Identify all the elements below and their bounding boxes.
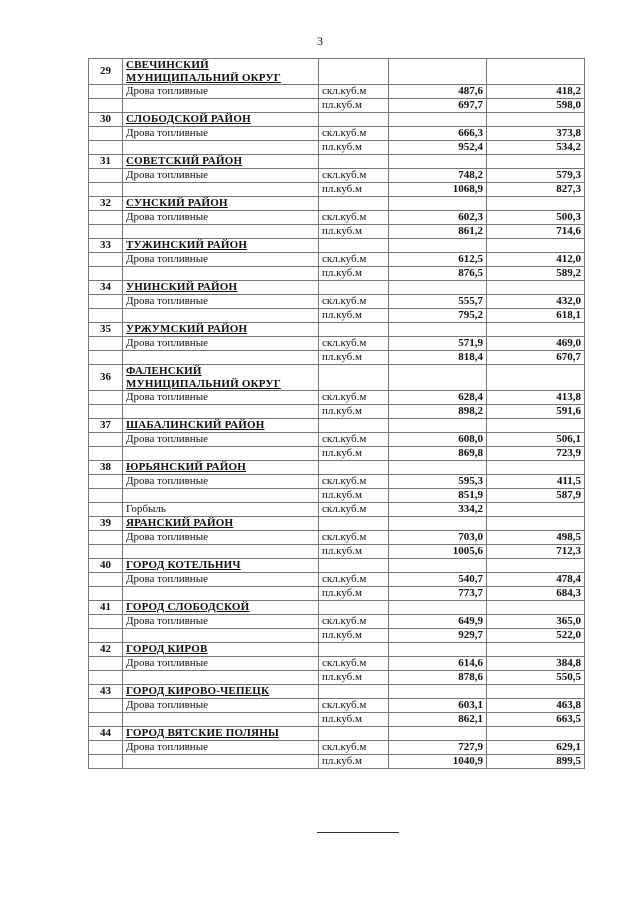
unit-label: скл.куб.м — [319, 211, 389, 225]
district-row — [89, 685, 585, 699]
empty-cell — [487, 281, 585, 295]
unit-label: пл.куб.м — [319, 489, 389, 503]
product-name: Дрова топливные — [123, 657, 319, 671]
unit-label: пл.куб.м — [319, 351, 389, 365]
value-cell: 602,3 — [389, 211, 487, 225]
unit-label: пл.куб.м — [319, 225, 389, 239]
unit-label: скл.куб.м — [319, 699, 389, 713]
value-cell: 628,4 — [389, 391, 487, 405]
district-row — [89, 59, 585, 85]
district-number: 29 — [89, 59, 123, 85]
empty-cell — [389, 727, 487, 741]
unit-label: пл.куб.м — [319, 629, 389, 643]
district-row — [89, 601, 585, 615]
product-row — [89, 447, 585, 461]
unit-label: пл.куб.м — [319, 447, 389, 461]
empty-cell — [487, 461, 585, 475]
value-cell: 334,2 — [389, 503, 487, 517]
value-cell: 555,7 — [389, 295, 487, 309]
product-name — [123, 671, 319, 685]
product-name: Дрова топливные — [123, 475, 319, 489]
empty-cell — [389, 281, 487, 295]
value-cell — [487, 503, 585, 517]
unit-label: пл.куб.м — [319, 713, 389, 727]
value-cell: 929,7 — [389, 629, 487, 643]
value-cell: 723,9 — [487, 447, 585, 461]
product-name — [123, 713, 319, 727]
value-cell: 618,1 — [487, 309, 585, 323]
empty-cell — [487, 559, 585, 573]
empty-cell — [319, 559, 389, 573]
district-number: 30 — [89, 113, 123, 127]
unit-label: скл.куб.м — [319, 127, 389, 141]
empty-cell — [389, 155, 487, 169]
unit-label: скл.куб.м — [319, 337, 389, 351]
empty-cell — [89, 141, 123, 155]
value-cell: 571,9 — [389, 337, 487, 351]
empty-cell — [319, 517, 389, 531]
empty-cell — [89, 503, 123, 517]
empty-cell — [89, 253, 123, 267]
district-number: 41 — [89, 601, 123, 615]
product-row — [89, 225, 585, 239]
empty-cell — [89, 657, 123, 671]
empty-cell — [487, 59, 585, 85]
empty-cell — [89, 405, 123, 419]
empty-cell — [89, 433, 123, 447]
district-row — [89, 323, 585, 337]
product-row — [89, 657, 585, 671]
district-number: 39 — [89, 517, 123, 531]
district-number: 33 — [89, 239, 123, 253]
district-row — [89, 559, 585, 573]
empty-cell — [487, 239, 585, 253]
unit-label: пл.куб.м — [319, 99, 389, 113]
product-name: Дрова топливные — [123, 211, 319, 225]
product-row — [89, 127, 585, 141]
product-row — [89, 489, 585, 503]
value-cell: 487,6 — [389, 85, 487, 99]
product-name: Горбыль — [123, 503, 319, 517]
district-row — [89, 461, 585, 475]
value-cell: 663,5 — [487, 713, 585, 727]
district-name: СУНСКИЙ РАЙОН — [123, 197, 319, 211]
empty-cell — [89, 337, 123, 351]
value-cell: 851,9 — [389, 489, 487, 503]
product-name: Дрова топливные — [123, 741, 319, 755]
product-name: Дрова топливные — [123, 295, 319, 309]
district-row — [89, 281, 585, 295]
empty-cell — [389, 685, 487, 699]
product-row — [89, 573, 585, 587]
unit-label: пл.куб.м — [319, 309, 389, 323]
price-table-body — [89, 59, 585, 769]
unit-label: пл.куб.м — [319, 671, 389, 685]
product-name — [123, 545, 319, 559]
value-cell: 608,0 — [389, 433, 487, 447]
empty-cell — [89, 267, 123, 281]
empty-cell — [319, 239, 389, 253]
district-name: ШАБАЛИНСКИЙ РАЙОН — [123, 419, 319, 433]
value-cell: 365,0 — [487, 615, 585, 629]
empty-cell — [319, 323, 389, 337]
product-row — [89, 351, 585, 365]
empty-cell — [89, 587, 123, 601]
empty-cell — [89, 699, 123, 713]
value-cell: 612,5 — [389, 253, 487, 267]
empty-cell — [487, 517, 585, 531]
district-name: СВЕЧИНСКИЙ МУНИЦИПАЛЬНИЙ ОКРУГ — [123, 59, 319, 85]
product-name — [123, 183, 319, 197]
empty-cell — [389, 239, 487, 253]
value-cell: 1068,9 — [389, 183, 487, 197]
empty-cell — [89, 573, 123, 587]
empty-cell — [319, 419, 389, 433]
product-row — [89, 267, 585, 281]
empty-cell — [319, 643, 389, 657]
product-row — [89, 741, 585, 755]
product-row — [89, 405, 585, 419]
district-name: ГОРОД КОТЕЛЬНИЧ — [123, 559, 319, 573]
product-row — [89, 309, 585, 323]
product-name: Дрова топливные — [123, 433, 319, 447]
district-row — [89, 419, 585, 433]
unit-label: пл.куб.м — [319, 545, 389, 559]
product-name — [123, 351, 319, 365]
product-name: Дрова топливные — [123, 253, 319, 267]
district-name: СЛОБОДСКОЙ РАЙОН — [123, 113, 319, 127]
product-row — [89, 253, 585, 267]
product-row — [89, 211, 585, 225]
empty-cell — [487, 323, 585, 337]
value-cell: 1040,9 — [389, 755, 487, 769]
value-cell: 878,6 — [389, 671, 487, 685]
product-row — [89, 629, 585, 643]
value-cell: 827,3 — [487, 183, 585, 197]
empty-cell — [389, 323, 487, 337]
page-number: 3 — [317, 34, 323, 48]
product-name: Дрова топливные — [123, 531, 319, 545]
product-row — [89, 85, 585, 99]
empty-cell — [487, 419, 585, 433]
value-cell: 773,7 — [389, 587, 487, 601]
empty-cell — [89, 741, 123, 755]
value-cell: 1005,6 — [389, 545, 487, 559]
product-name: Дрова топливные — [123, 699, 319, 713]
district-name: ГОРОД КИРОВО-ЧЕПЕЦК — [123, 685, 319, 699]
district-row — [89, 727, 585, 741]
empty-cell — [487, 727, 585, 741]
district-name: ГОРОД СЛОБОДСКОЙ — [123, 601, 319, 615]
empty-cell — [389, 559, 487, 573]
unit-label: скл.куб.м — [319, 615, 389, 629]
unit-label: скл.куб.м — [319, 253, 389, 267]
empty-cell — [487, 643, 585, 657]
district-row — [89, 643, 585, 657]
empty-cell — [89, 183, 123, 197]
product-name — [123, 447, 319, 461]
value-cell: 595,3 — [389, 475, 487, 489]
value-cell: 898,2 — [389, 405, 487, 419]
product-row — [89, 713, 585, 727]
value-cell: 952,4 — [389, 141, 487, 155]
empty-cell — [389, 419, 487, 433]
price-table — [88, 58, 585, 769]
district-number: 35 — [89, 323, 123, 337]
value-cell: 411,5 — [487, 475, 585, 489]
value-cell: 589,2 — [487, 267, 585, 281]
value-cell: 540,7 — [389, 573, 487, 587]
product-name — [123, 141, 319, 155]
empty-cell — [487, 197, 585, 211]
district-name: СОВЕТСКИЙ РАЙОН — [123, 155, 319, 169]
empty-cell — [389, 517, 487, 531]
value-cell: 478,4 — [487, 573, 585, 587]
empty-cell — [89, 351, 123, 365]
empty-cell — [319, 113, 389, 127]
empty-cell — [89, 225, 123, 239]
empty-cell — [89, 531, 123, 545]
product-name — [123, 755, 319, 769]
value-cell: 598,0 — [487, 99, 585, 113]
district-number: 42 — [89, 643, 123, 657]
value-cell: 727,9 — [389, 741, 487, 755]
value-cell: 587,9 — [487, 489, 585, 503]
value-cell: 522,0 — [487, 629, 585, 643]
empty-cell — [89, 475, 123, 489]
product-name — [123, 309, 319, 323]
empty-cell — [389, 643, 487, 657]
empty-cell — [89, 489, 123, 503]
district-number: 40 — [89, 559, 123, 573]
empty-cell — [89, 545, 123, 559]
value-cell: 498,5 — [487, 531, 585, 545]
district-row — [89, 239, 585, 253]
value-cell: 670,7 — [487, 351, 585, 365]
product-name — [123, 489, 319, 503]
value-cell: 591,6 — [487, 405, 585, 419]
district-number: 36 — [89, 365, 123, 391]
product-name: Дрова топливные — [123, 169, 319, 183]
value-cell: 714,6 — [487, 225, 585, 239]
signature-line — [317, 832, 399, 833]
unit-label: скл.куб.м — [319, 503, 389, 517]
value-cell: 684,3 — [487, 587, 585, 601]
product-name — [123, 405, 319, 419]
district-number: 38 — [89, 461, 123, 475]
empty-cell — [89, 447, 123, 461]
value-cell: 862,1 — [389, 713, 487, 727]
unit-label: скл.куб.м — [319, 475, 389, 489]
empty-cell — [487, 685, 585, 699]
empty-cell — [487, 365, 585, 391]
product-name — [123, 629, 319, 643]
product-row — [89, 671, 585, 685]
value-cell: 412,0 — [487, 253, 585, 267]
empty-cell — [89, 309, 123, 323]
unit-label: пл.куб.м — [319, 405, 389, 419]
unit-label: скл.куб.м — [319, 741, 389, 755]
empty-cell — [89, 99, 123, 113]
product-name — [123, 587, 319, 601]
district-name: ТУЖИНСКИЙ РАЙОН — [123, 239, 319, 253]
empty-cell — [319, 461, 389, 475]
product-row — [89, 545, 585, 559]
product-row — [89, 99, 585, 113]
district-name: УНИНСКИЙ РАЙОН — [123, 281, 319, 295]
district-name: ГОРОД ВЯТСКИЕ ПОЛЯНЫ — [123, 727, 319, 741]
product-row — [89, 391, 585, 405]
product-row — [89, 337, 585, 351]
unit-label: пл.куб.м — [319, 755, 389, 769]
product-name: Дрова топливные — [123, 573, 319, 587]
empty-cell — [389, 197, 487, 211]
value-cell: 748,2 — [389, 169, 487, 183]
product-name — [123, 225, 319, 239]
value-cell: 869,8 — [389, 447, 487, 461]
empty-cell — [89, 211, 123, 225]
empty-cell — [487, 113, 585, 127]
empty-cell — [487, 155, 585, 169]
value-cell: 500,3 — [487, 211, 585, 225]
product-name — [123, 267, 319, 281]
unit-label: пл.куб.м — [319, 141, 389, 155]
empty-cell — [389, 365, 487, 391]
unit-label: пл.куб.м — [319, 183, 389, 197]
product-row — [89, 531, 585, 545]
product-row — [89, 755, 585, 769]
empty-cell — [319, 365, 389, 391]
empty-cell — [89, 713, 123, 727]
product-name: Дрова топливные — [123, 391, 319, 405]
product-name: Дрова топливные — [123, 615, 319, 629]
value-cell: 506,1 — [487, 433, 585, 447]
product-name: Дрова топливные — [123, 337, 319, 351]
value-cell: 861,2 — [389, 225, 487, 239]
empty-cell — [319, 281, 389, 295]
district-name: ГОРОД КИРОВ — [123, 643, 319, 657]
empty-cell — [319, 155, 389, 169]
value-cell: 629,1 — [487, 741, 585, 755]
district-row — [89, 155, 585, 169]
empty-cell — [89, 755, 123, 769]
unit-label: пл.куб.м — [319, 587, 389, 601]
value-cell: 818,4 — [389, 351, 487, 365]
value-cell: 469,0 — [487, 337, 585, 351]
district-name: ЮРЬЯНСКИЙ РАЙОН — [123, 461, 319, 475]
empty-cell — [89, 671, 123, 685]
district-number: 43 — [89, 685, 123, 699]
product-row — [89, 503, 585, 517]
value-cell: 432,0 — [487, 295, 585, 309]
unit-label: скл.куб.м — [319, 85, 389, 99]
district-name: УРЖУМСКИЙ РАЙОН — [123, 323, 319, 337]
value-cell: 703,0 — [389, 531, 487, 545]
district-number: 37 — [89, 419, 123, 433]
empty-cell — [89, 85, 123, 99]
value-cell: 795,2 — [389, 309, 487, 323]
value-cell: 649,9 — [389, 615, 487, 629]
empty-cell — [389, 601, 487, 615]
empty-cell — [319, 601, 389, 615]
empty-cell — [389, 59, 487, 85]
empty-cell — [89, 391, 123, 405]
unit-label: пл.куб.м — [319, 267, 389, 281]
value-cell: 579,3 — [487, 169, 585, 183]
value-cell: 373,8 — [487, 127, 585, 141]
value-cell: 876,5 — [389, 267, 487, 281]
district-number: 44 — [89, 727, 123, 741]
product-row — [89, 587, 585, 601]
district-name: ФАЛЕНСКИЙ МУНИЦИПАЛЬНИЙ ОКРУГ — [123, 365, 319, 391]
value-cell: 463,8 — [487, 699, 585, 713]
value-cell: 413,8 — [487, 391, 585, 405]
unit-label: скл.куб.м — [319, 433, 389, 447]
empty-cell — [89, 629, 123, 643]
product-row — [89, 169, 585, 183]
district-row — [89, 113, 585, 127]
unit-label: скл.куб.м — [319, 169, 389, 183]
empty-cell — [319, 197, 389, 211]
district-row — [89, 517, 585, 531]
value-cell: 899,5 — [487, 755, 585, 769]
value-cell: 418,2 — [487, 85, 585, 99]
product-row — [89, 475, 585, 489]
empty-cell — [89, 169, 123, 183]
product-row — [89, 295, 585, 309]
district-row — [89, 365, 585, 391]
product-row — [89, 183, 585, 197]
value-cell: 550,5 — [487, 671, 585, 685]
empty-cell — [319, 727, 389, 741]
value-cell: 614,6 — [389, 657, 487, 671]
unit-label: скл.куб.м — [319, 295, 389, 309]
empty-cell — [389, 461, 487, 475]
empty-cell — [89, 615, 123, 629]
empty-cell — [89, 295, 123, 309]
product-row — [89, 433, 585, 447]
product-row — [89, 615, 585, 629]
product-row — [89, 699, 585, 713]
value-cell: 384,8 — [487, 657, 585, 671]
unit-label: скл.куб.м — [319, 657, 389, 671]
unit-label: скл.куб.м — [319, 573, 389, 587]
value-cell: 603,1 — [389, 699, 487, 713]
empty-cell — [389, 113, 487, 127]
product-name — [123, 99, 319, 113]
empty-cell — [487, 601, 585, 615]
product-row — [89, 141, 585, 155]
empty-cell — [319, 59, 389, 85]
value-cell: 712,3 — [487, 545, 585, 559]
unit-label: скл.куб.м — [319, 531, 389, 545]
value-cell: 666,3 — [389, 127, 487, 141]
district-name: ЯРАНСКИЙ РАЙОН — [123, 517, 319, 531]
unit-label: скл.куб.м — [319, 391, 389, 405]
empty-cell — [319, 685, 389, 699]
product-name: Дрова топливные — [123, 85, 319, 99]
district-number: 31 — [89, 155, 123, 169]
district-number: 34 — [89, 281, 123, 295]
district-row — [89, 197, 585, 211]
value-cell: 534,2 — [487, 141, 585, 155]
value-cell: 697,7 — [389, 99, 487, 113]
product-name: Дрова топливные — [123, 127, 319, 141]
empty-cell — [89, 127, 123, 141]
district-number: 32 — [89, 197, 123, 211]
